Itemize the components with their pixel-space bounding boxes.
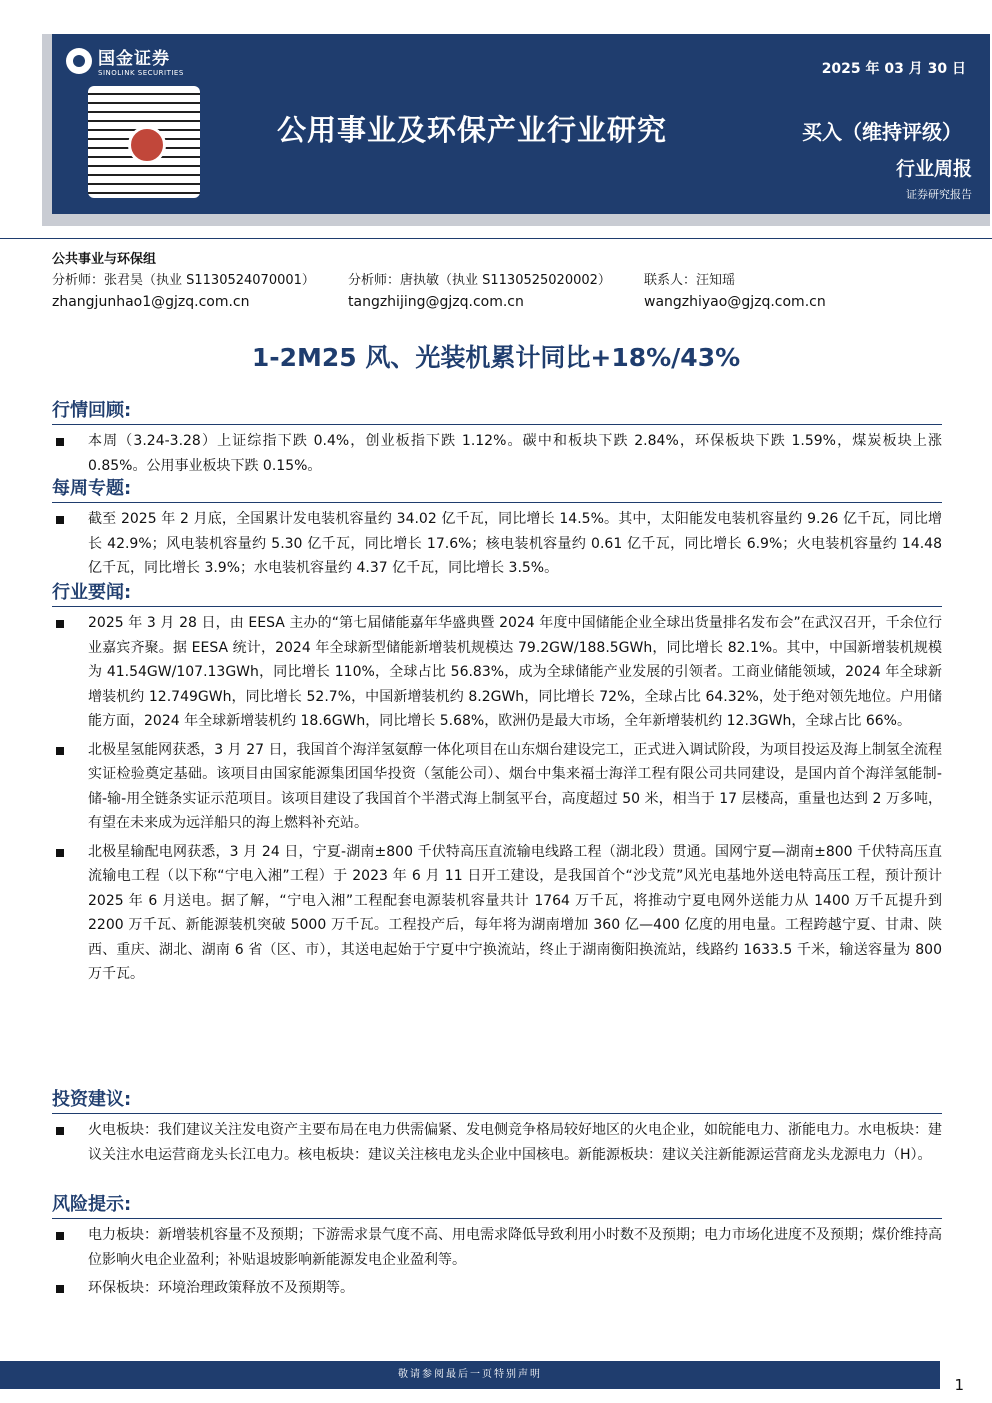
bullet-icon (56, 1285, 64, 1293)
company-logo (66, 44, 184, 77)
report-header (52, 34, 990, 214)
qr-code-icon (88, 86, 200, 198)
section-risk-warning (52, 1190, 942, 1301)
email-3[interactable]: wangzhiyao@gjzq.com.cn (644, 294, 826, 310)
contact: 联系人：汪知瑶 (644, 273, 736, 288)
list-item: 北极星氢能网获悉，3 月 27 日，我国首个海洋氢氨醇一体化项目在山东烟台建设完工，正式进入调试阶段，为项目投运及海上制氢全流程实证检验奠定基础。该项目由国家能源集团国华投资（氢能公司）、烟台中集来福士海洋工程有限公司共同建设，是国内首个海洋氢能制-储-输-用全链条实证示范项目。该项目建设了我国首个半潜式海上制氢平台，高度超过 50 米，相当于 17 层楼高，重量也达到 2 万多吨，有望在未来成为远洋船只的海上燃料补充站。 (52, 738, 942, 836)
section-investment-advice (52, 1085, 942, 1167)
footer-disclaimer: 敬请参阅最后一页特别声明 (0, 1361, 940, 1389)
bullet-icon (56, 747, 64, 755)
bullet-icon (56, 516, 64, 524)
list-item: 截至 2025 年 2 月底，全国累计发电装机容量约 34.02 亿千瓦，同比增长 14.5%。其中，太阳能发电装机容量约 9.26 亿千瓦，同比增长 42.9%；风电装机容量约 5.30 亿千瓦，同比增长 17.6%；核电装机容量约 0.61 亿千瓦，同比增长 6.9%；火电装机容量约 14.48 亿千瓦，同比增长 3.9%；水电装机容量约 4.37 亿千瓦，同比增长 3.5%。 (52, 507, 942, 581)
report-type: 证券研究报告 (906, 188, 972, 201)
research-group: 公共事业与环保组 (52, 252, 157, 267)
page-number: 1 (954, 1376, 964, 1394)
list-item: 北极星输配电网获悉，3 月 24 日，宁夏-湖南±800 千伏特高压直流输电线路工程（湖北段）贯通。国网宁夏—湖南±800 千伏特高压直流输电工程（以下称“宁电入湘”工程）于 2023 年 6 月 11 日开工建设，是我国首个“沙戈荒”风光电基地外送电特高压工程，预计预计 2025 年 6 月送电。据了解，“宁电入湘”工程配套电源装机容量共计 1764 万千瓦，将推动宁夏电网外送能力从 1400 万千瓦提升到 2200 万千瓦、新能源装机突破 5000 万千瓦。工程投产后，每年将为湖南增加 360 亿—400 亿度的用电量。工程跨越宁夏、甘肃、陕西、重庆、湖北、湖南 6 省（区、市），其送电起始于宁夏中宁换流站，终止于湖南衡阳换流站，线路约 1633.5 千米，输送容量为 800 万千瓦。 (52, 840, 942, 987)
logo-name: 国金证券 (98, 49, 170, 69)
section-industry-news (52, 578, 942, 987)
logo-icon (66, 48, 92, 74)
section-heading: 投资建议: (52, 1085, 942, 1114)
section-heading: 风险提示: (52, 1190, 942, 1219)
section-market-review (52, 396, 942, 478)
bullet-icon (56, 620, 64, 628)
list-item: 火电板块：我们建议关注发电资产主要布局在电力供需偏紧、发电侧竞争格局较好地区的火电企业，如皖能电力、浙能电力。水电板块：建议关注水电运营商龙头长江电力。核电板块：建议关注核电龙头企业中国核电。新能源板块：建议关注新能源运营商龙头龙源电力（H）。 (52, 1118, 942, 1167)
email-1[interactable]: zhangjunhao1@gjzq.com.cn (52, 294, 250, 310)
report-kind: 行业周报 (895, 158, 972, 180)
rating: 买入（维持评级） (802, 120, 962, 144)
bullet-icon (56, 1127, 64, 1135)
section-heading: 行情回顾: (52, 396, 942, 425)
analyst-2: 分析师：唐执敏（执业 S1130525020002） (348, 273, 611, 288)
bullet-icon (56, 1232, 64, 1240)
report-title: 公用事业及环保产业行业研究 (277, 113, 668, 147)
document-title: 1-2M25 风、光装机累计同比+18%/43% (251, 343, 741, 372)
bullet-icon (56, 438, 64, 446)
list-item: 电力板块：新增装机容量不及预期；下游需求景气度不高、用电需求降低导致利用小时数不及预期；电力市场化进度不及预期；煤价维持高位影响火电企业盈利；补贴退坡影响新能源发电企业盈利等。 (52, 1223, 942, 1272)
bullet-icon (56, 849, 64, 857)
section-heading: 每周专题: (52, 474, 942, 503)
report-date: 2025 年 03 月 30 日 (821, 61, 966, 77)
list-item: 本周（3.24-3.28）上证综指下跌 0.4%，创业板指下跌 1.12%。碳中和板块下跌 2.84%，环保板块下跌 1.59%，煤炭板块上涨 0.85%。公用事业板块下跌 0.15%。 (52, 429, 942, 478)
header-divider (0, 238, 992, 239)
logo-english: SINOLINK SECURITIES (98, 69, 184, 77)
section-weekly-topic (52, 474, 942, 581)
list-item: 环保板块：环境治理政策释放不及预期等。 (52, 1276, 942, 1301)
email-2[interactable]: tangzhijing@gjzq.com.cn (348, 294, 524, 310)
section-heading: 行业要闻: (52, 578, 942, 607)
list-item: 2025 年 3 月 28 日，由 EESA 主办的“第七届储能嘉年华盛典暨 2024 年度中国储能企业全球出货量排名发布会”在武汉召开，千余位行业嘉宾齐聚。据 EESA 统计，2024 年全球新型储能新增装机规模达 79.2GW/188.5GWh，同比增长 82.1%。其中，中国新增装机规模为 41.54GW/107.13GWh，同比增长 110%，全球占比 56.83%，成为全球储能产业发展的引领者。工商业储能领域，2024 年全球新增装机约 12.749GWh，同比增长 52.7%，中国新增装机约 8.2GWh，同比增长 72%，全球占比 64.32%，处于绝对领先地位。户用储能方面，2024 年全球新增装机约 18.6GWh，同比增长 5.68%，欧洲仍是最大市场，全年新增装机约 12.3GWh，全球占比 66%。 (52, 611, 942, 734)
analyst-1: 分析师：张君昊（执业 S1130524070001） (52, 273, 315, 288)
